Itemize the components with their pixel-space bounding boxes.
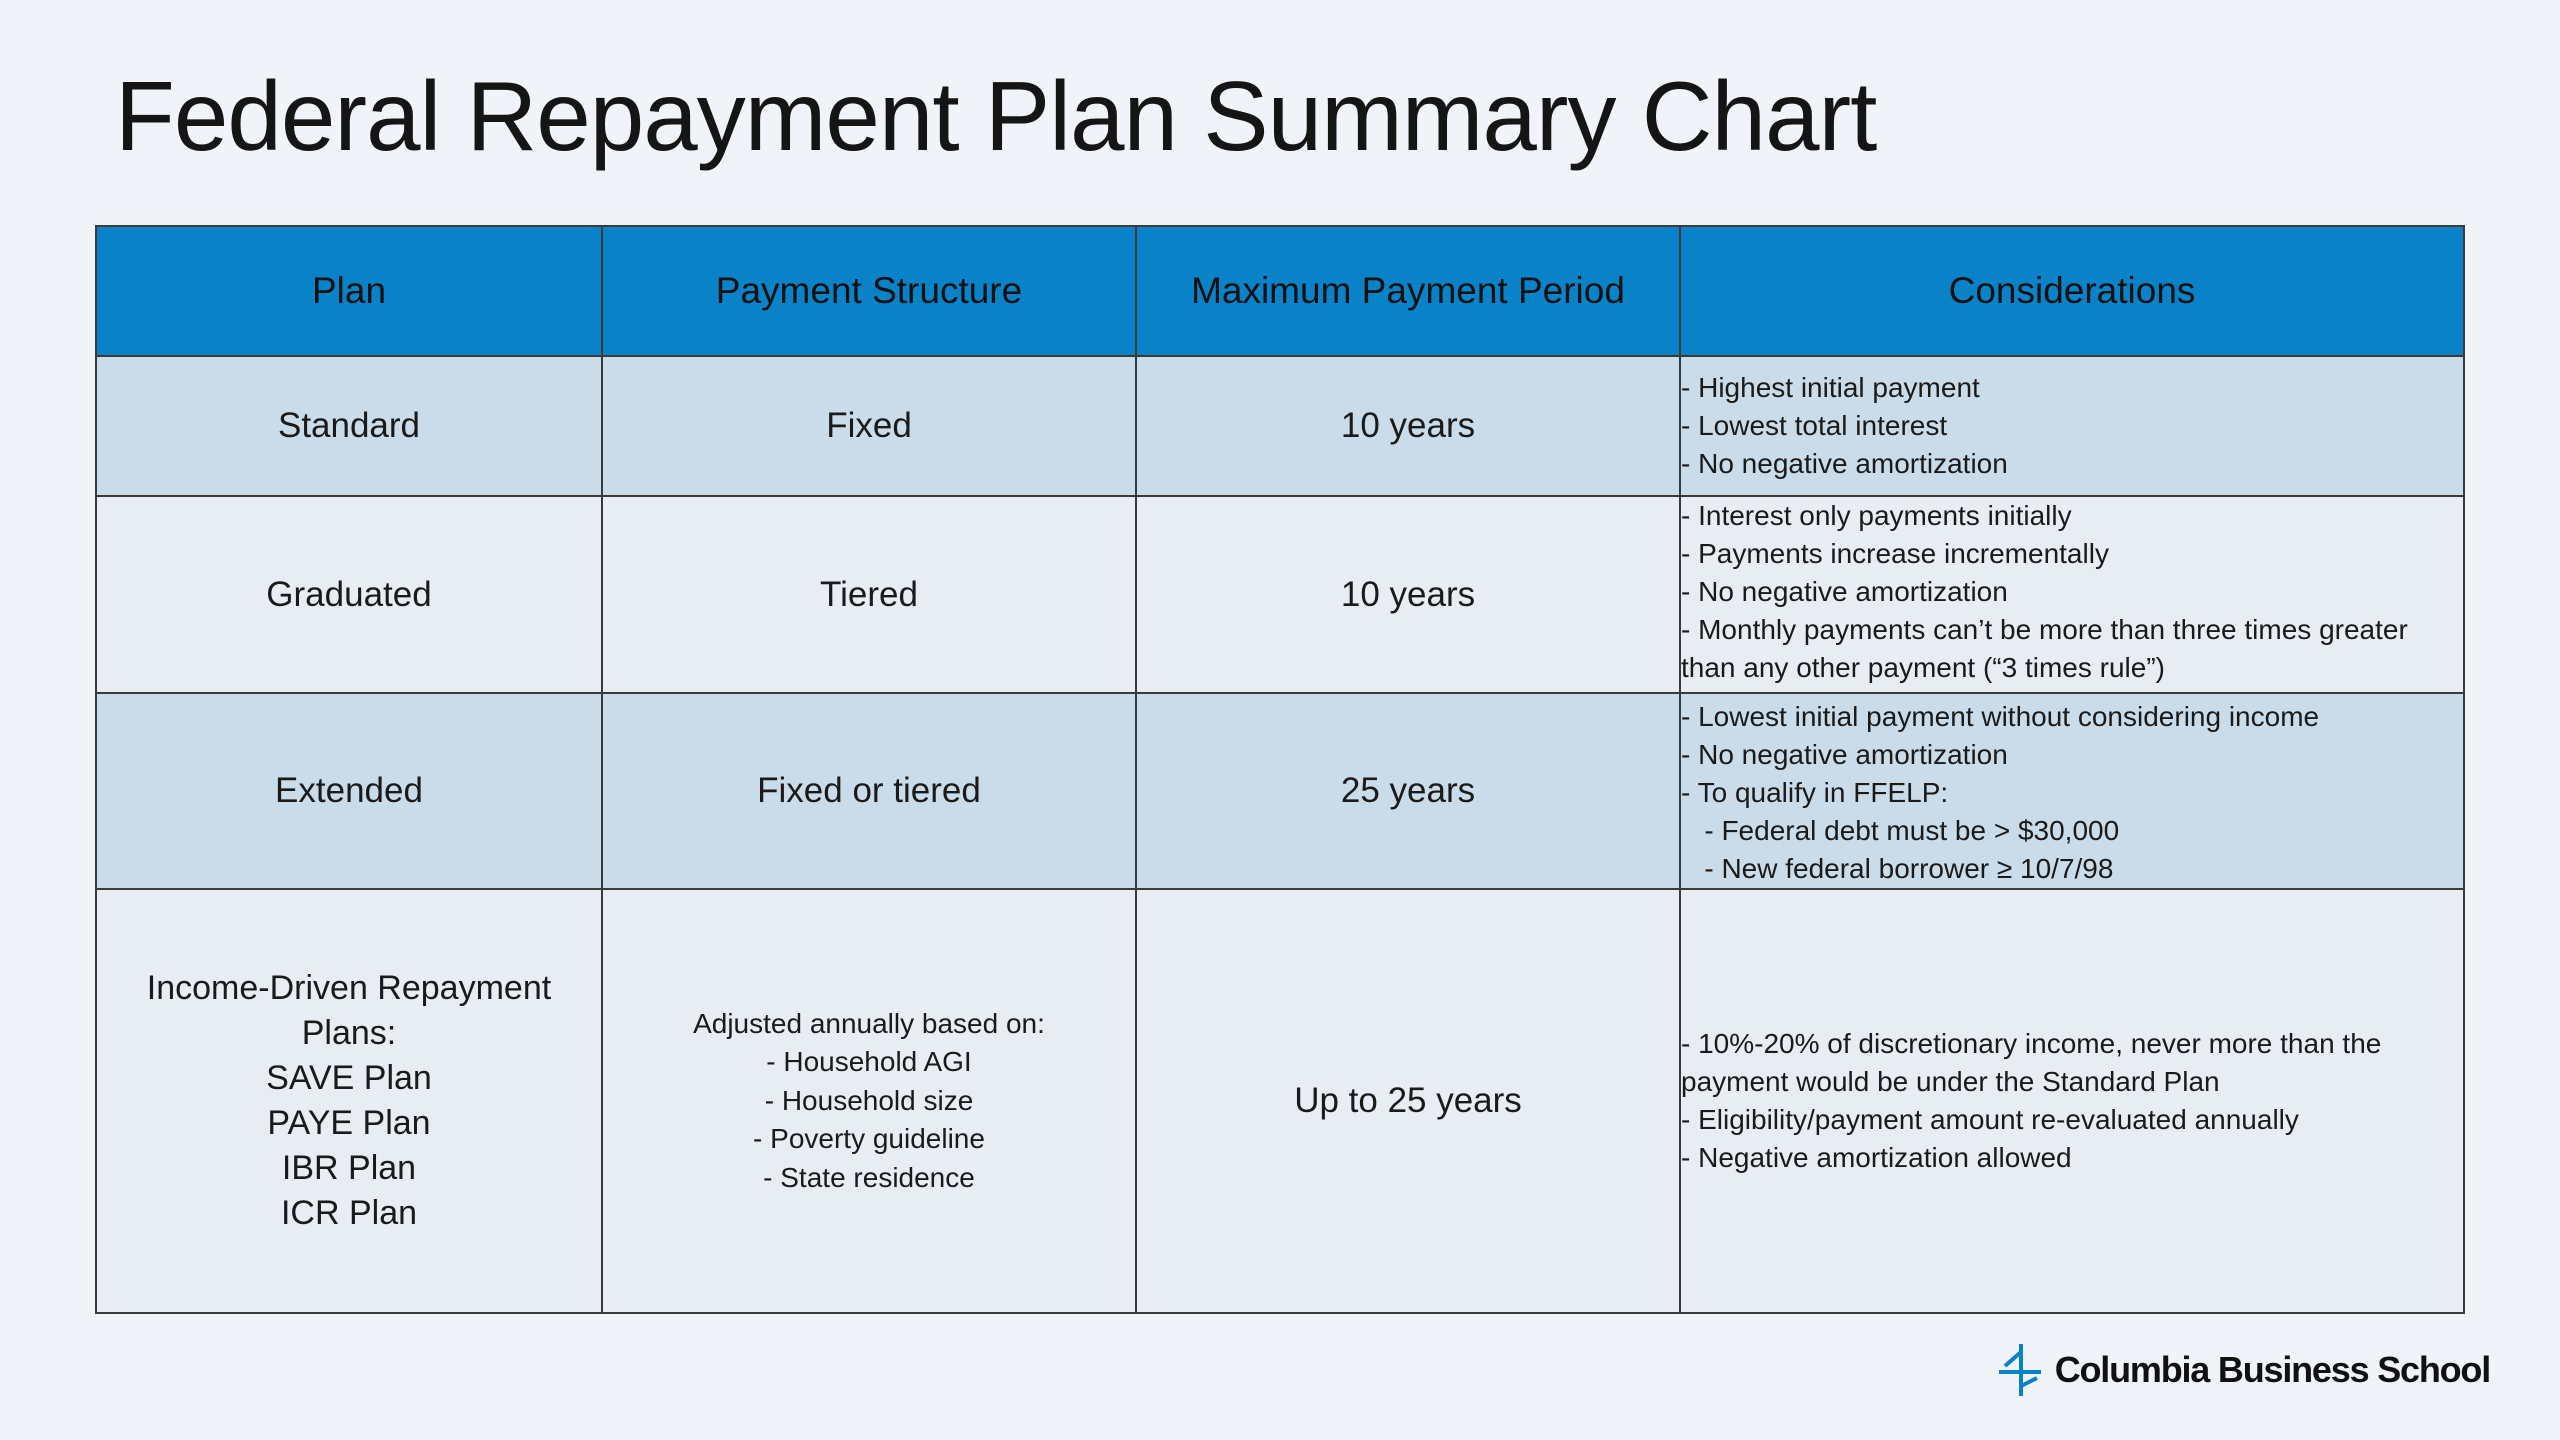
consideration-item: - Highest initial payment [1681,372,1980,403]
payment-period-cell: 25 years [1136,693,1680,889]
repayment-plan-table [95,225,2465,1314]
payment-structure-cell: Fixed [602,356,1136,496]
plan-line: Plans: [301,1014,397,1052]
page-title: Federal Repayment Plan Summary Chart [115,61,1877,171]
table-row [96,356,2464,496]
consideration-item: - Monthly payments can’t be more than three times greater than any other payment (“3 times rule”) [1681,614,2408,683]
plan-cell: Extended [96,693,602,889]
table-header-row [96,226,2464,356]
consideration-item: - Lowest initial payment without considering income [1681,701,2320,732]
consideration-subitem: - Federal debt must be > $30,000 [1681,815,2120,846]
plan-line: IBR Plan [281,1149,417,1187]
plan-line: SAVE Plan [266,1059,432,1097]
header-plan: Plan [96,226,602,356]
header-max-payment-period: Maximum Payment Period [1136,226,1680,356]
considerations-cell [1680,889,2464,1313]
logo-text: Columbia Business School [2054,1349,2490,1390]
consideration-item: - No negative amortization [1681,576,2008,607]
considerations-cell [1680,496,2464,693]
table-row [96,496,2464,693]
consideration-subitem: - New federal borrower ≥ 10/7/98 [1681,853,2114,884]
consideration-item: - Lowest total interest [1681,410,1948,441]
columbia-business-school-logo [1995,1342,2490,1398]
structure-line: - Household size [764,1084,974,1116]
structure-line: - State residence [763,1161,975,1193]
payment-structure-cell: Fixed or tiered [602,693,1136,889]
structure-line: Adjusted annually based on: [693,1007,1045,1039]
table-row [96,693,2464,889]
plan-line: PAYE Plan [267,1104,431,1142]
structure-line: - Household AGI [766,1046,972,1078]
header-payment-structure: Payment Structure [602,226,1136,356]
payment-period-cell: 10 years [1136,356,1680,496]
plan-cell: Standard [96,356,602,496]
consideration-item: - Interest only payments initially [1681,500,2072,531]
payment-period-cell: Up to 25 years [1136,889,1680,1313]
payment-structure-cell [602,889,1136,1313]
consideration-item: - To qualify in FFELP: [1681,777,1949,808]
consideration-item: - 10%-20% of discretionary income, never more than the payment would be under the Standard Plan [1681,1028,2382,1097]
payment-structure-cell: Tiered [602,496,1136,693]
columbia-crown-icon [1995,1342,2045,1398]
structure-line: - Poverty guideline [753,1123,985,1155]
plan-line: Income-Driven Repayment [146,969,552,1007]
header-considerations: Considerations [1680,226,2464,356]
considerations-cell [1680,356,2464,496]
consideration-item: - No negative amortization [1681,448,2008,479]
plan-cell [96,889,602,1313]
considerations-cell [1680,693,2464,889]
consideration-item: - Payments increase incrementally [1681,538,2109,569]
payment-period-cell: 10 years [1136,496,1680,693]
consideration-item: - Negative amortization allowed [1681,1142,2072,1173]
plan-cell: Graduated [96,496,602,693]
plan-line: ICR Plan [280,1194,418,1232]
consideration-item: - Eligibility/payment amount re-evaluated annually [1681,1104,2299,1135]
consideration-item: - No negative amortization [1681,739,2008,770]
table-row [96,889,2464,1313]
